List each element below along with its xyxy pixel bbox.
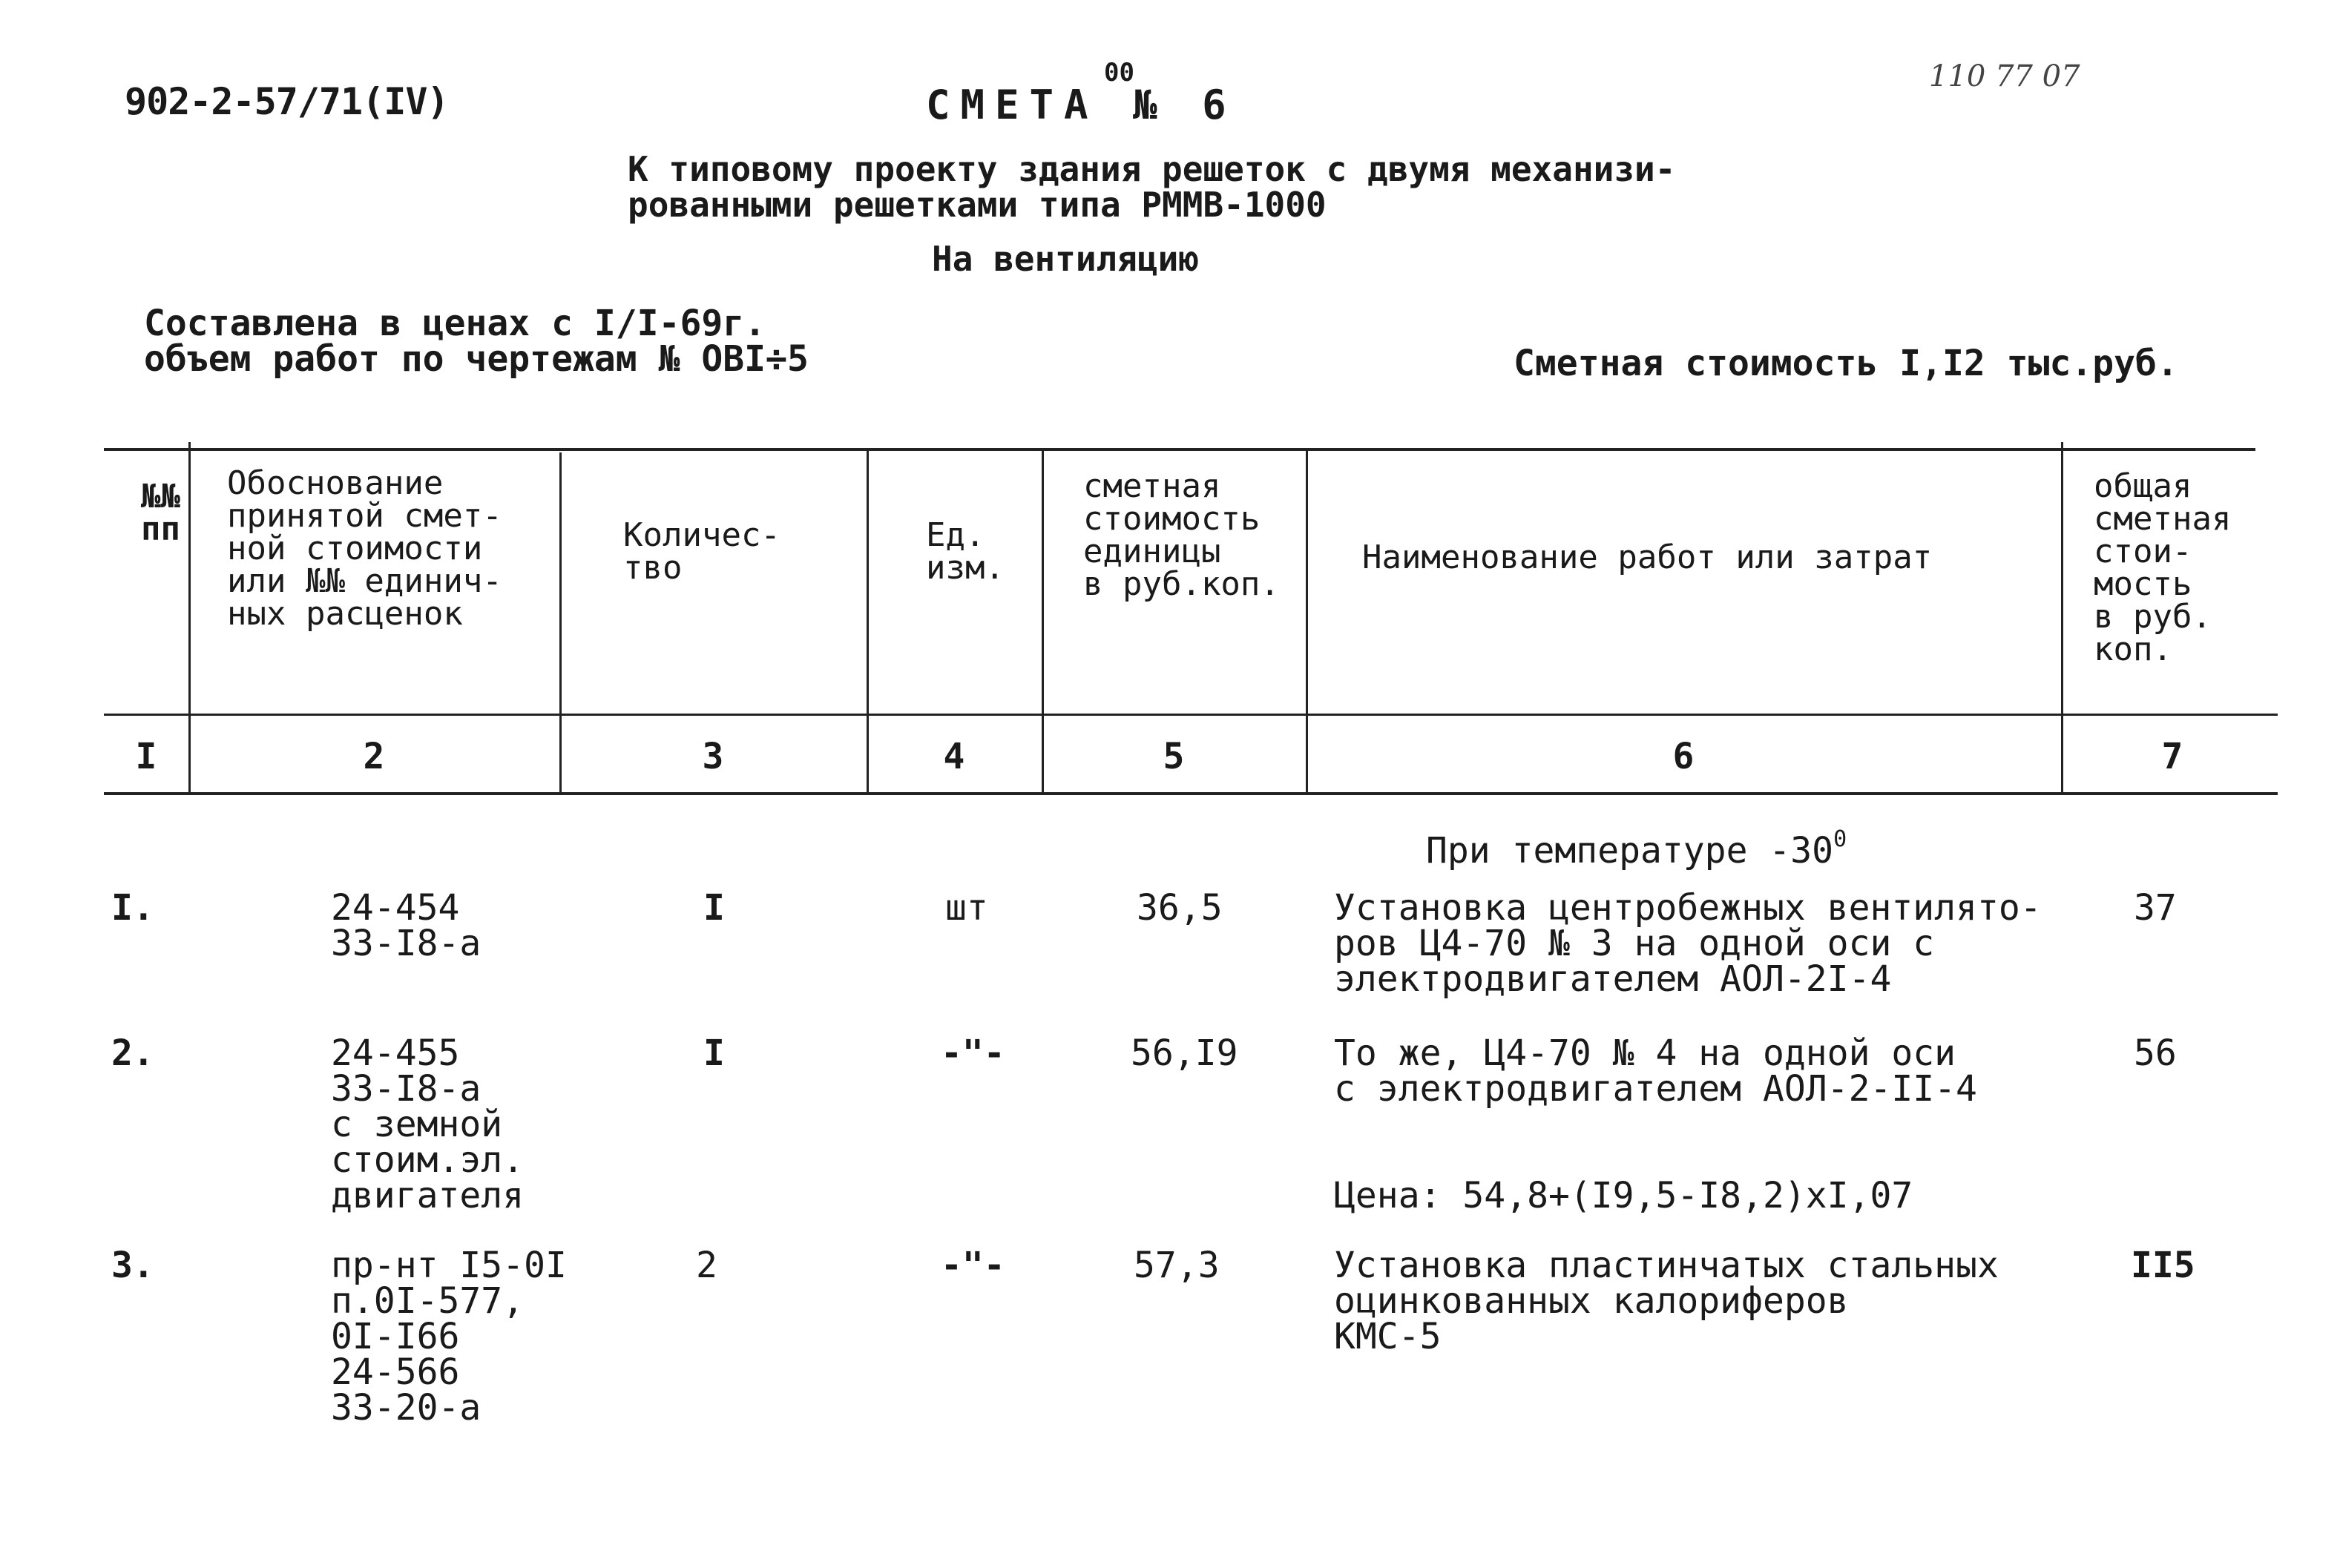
temperature-degree: 0 (1833, 826, 1847, 852)
temperature-note-text: При температуре -30 (1426, 830, 1834, 872)
row-unit-cost: 57,3 (1134, 1245, 1220, 1286)
row-unit-cost: 36,5 (1137, 887, 1223, 929)
header-col-unit: Ед. изм. (926, 516, 1005, 587)
row-unit: шт (945, 887, 988, 929)
row-quantity: I (703, 887, 725, 929)
table-header-rule (104, 714, 2278, 716)
column-number: 5 (1163, 736, 1185, 777)
row-name: То же, Ц4-70 № 4 на одной оси с электродвигателем АОЛ-2-II-4 (1334, 1032, 1977, 1110)
estimated-cost: Сметная стоимость I,I2 тыс.руб. (1514, 343, 2178, 384)
subtitle (628, 151, 1675, 223)
table-top-rule (104, 448, 2255, 451)
row-number: 2. (111, 1032, 154, 1074)
subtitle-line-1: К типовому проекту здания решеток с двумя механизи- (628, 149, 1676, 189)
header-col-name: Наименование работ или затрат (1362, 538, 1933, 576)
row-name: Установка пластинчатых стальных оцинкованных калориферов КМС-5 (1334, 1245, 1999, 1357)
temperature-note (1426, 822, 1847, 872)
row-basis: пр-нт I5-0I п.0I-577, 0I-I66 24-566 33-20-а (331, 1245, 567, 1429)
row-unit: -"- (941, 1032, 1005, 1074)
handwritten-note: 110 77 07 (1929, 59, 2080, 93)
subtitle-line-2: рованными решетками типа РММВ-1000 (628, 185, 1327, 225)
title-mark: 00 (1104, 58, 1134, 88)
column-number: I (135, 736, 157, 777)
table-colnum-rule (104, 792, 2278, 795)
section-title: На вентиляцию (932, 239, 1200, 279)
row-number: 3. (111, 1245, 154, 1286)
row-basis: 24-455 33-I8-а с земной стоим.эл. двигателя (331, 1032, 525, 1216)
column-number: 3 (702, 736, 724, 777)
row-price-note: Цена: 54,8+(I9,5-I8,2)хI,07 (1334, 1175, 1913, 1216)
row-number: I. (111, 887, 154, 929)
compiled-line-2: объем работ по чертежам № ОВI÷5 (144, 338, 809, 380)
row-unit: -"- (941, 1245, 1005, 1286)
header-col-basis: Обоснование принятой смет- ной стоимости или №№ единич- ных расценок (227, 464, 502, 633)
row-unit-cost: 56,I9 (1131, 1032, 1238, 1074)
row-total: 56 (2134, 1032, 2177, 1074)
row-total: II5 (2131, 1245, 2195, 1286)
header-col-total: общая сметная стои- мость в руб. коп. (2094, 467, 2232, 668)
row-quantity: I (703, 1032, 725, 1074)
column-number: 4 (943, 736, 965, 777)
row-basis: 24-454 33-I8-а (331, 887, 482, 964)
compiled-info (144, 303, 809, 380)
row-quantity: 2 (696, 1245, 717, 1286)
column-number: 2 (363, 736, 385, 777)
row-total: 37 (2134, 887, 2177, 929)
header-col-unit-cost: сметная стоимость единицы в руб.коп. (1083, 467, 1280, 603)
compiled-line-1: Составлена в ценах с I/I-69г. (144, 303, 766, 344)
header-col-quantity: Количес- тво (623, 516, 780, 587)
row-name: Установка центробежных вентилято- ров Ц4-70 № 3 на одной оси с электродвигателем АОЛ-2I-4 (1334, 887, 2042, 1000)
column-number: 7 (2161, 736, 2183, 777)
column-number: 6 (1672, 736, 1695, 777)
page-title: СМЕТА № 6 (926, 82, 1237, 128)
document-code: 902-2-57/71(IV) (125, 80, 449, 123)
header-col-number: №№ пп (141, 478, 180, 548)
